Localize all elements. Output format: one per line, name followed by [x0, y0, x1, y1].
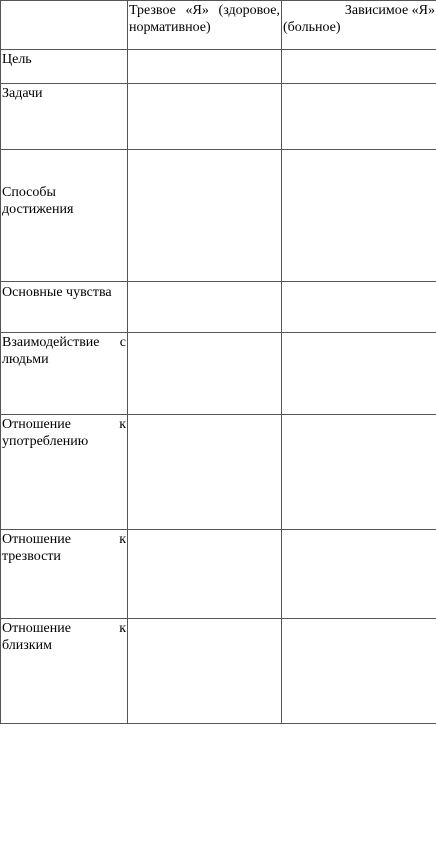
cell-relatives-sober [128, 619, 282, 724]
cell-use-sober [128, 415, 282, 530]
cell-goal-dependent [282, 50, 436, 84]
row-label-use [1, 415, 128, 530]
row-label-use-line1: Отношение к [2, 417, 126, 432]
cell-relatives-dependent [282, 619, 436, 724]
table-row [1, 530, 436, 619]
table-row [1, 619, 436, 724]
header-dependent-line2: (больное) [283, 20, 341, 35]
cell-tasks-dependent [282, 84, 436, 150]
row-label-feelings: Основные чувства [1, 282, 128, 333]
cell-interaction-dependent [282, 333, 436, 415]
row-label-methods [1, 150, 128, 282]
header-sober-self [128, 1, 282, 50]
header-dependent-self [282, 1, 436, 50]
row-label-methods-line2: достижения [2, 202, 74, 217]
table-row [1, 84, 436, 150]
row-label-goal: Цель [1, 50, 128, 84]
row-label-use-line2: употреблению [2, 434, 89, 449]
cell-interaction-sober [128, 333, 282, 415]
cell-goal-sober [128, 50, 282, 84]
cell-tasks-sober [128, 84, 282, 150]
table-row [1, 282, 436, 333]
cell-sobriety-sober [128, 530, 282, 619]
header-row [1, 1, 436, 50]
table-row [1, 50, 436, 84]
cell-sobriety-dependent [282, 530, 436, 619]
row-label-interaction [1, 333, 128, 415]
cell-methods-sober [128, 150, 282, 282]
cell-use-dependent [282, 415, 436, 530]
row-label-sobriety-line1: Отношение к [2, 532, 126, 547]
header-sober-line1: Трезвое «Я» (здоровое, [129, 3, 280, 18]
header-sober-line2: нормативное) [129, 20, 211, 35]
cell-feelings-dependent [282, 282, 436, 333]
table-row [1, 333, 436, 415]
header-dependent-line1: Зависимое «Я» [344, 3, 435, 18]
table-row [1, 415, 436, 530]
table-row [1, 150, 436, 282]
cell-methods-dependent [282, 150, 436, 282]
row-label-interaction-line2: людьми [2, 352, 49, 367]
row-label-relatives-line1: Отношение к [2, 621, 126, 636]
row-label-sobriety-line2: трезвости [2, 549, 61, 564]
row-label-interaction-line1: Взаимодействие с [2, 335, 126, 350]
row-label-relatives [1, 619, 128, 724]
row-label-sobriety [1, 530, 128, 619]
corner-cell [1, 1, 128, 50]
row-label-relatives-line2: близким [2, 638, 52, 653]
row-label-methods-line1: Способы [2, 185, 56, 200]
cell-feelings-sober [128, 282, 282, 333]
row-label-tasks: Задачи [1, 84, 128, 150]
